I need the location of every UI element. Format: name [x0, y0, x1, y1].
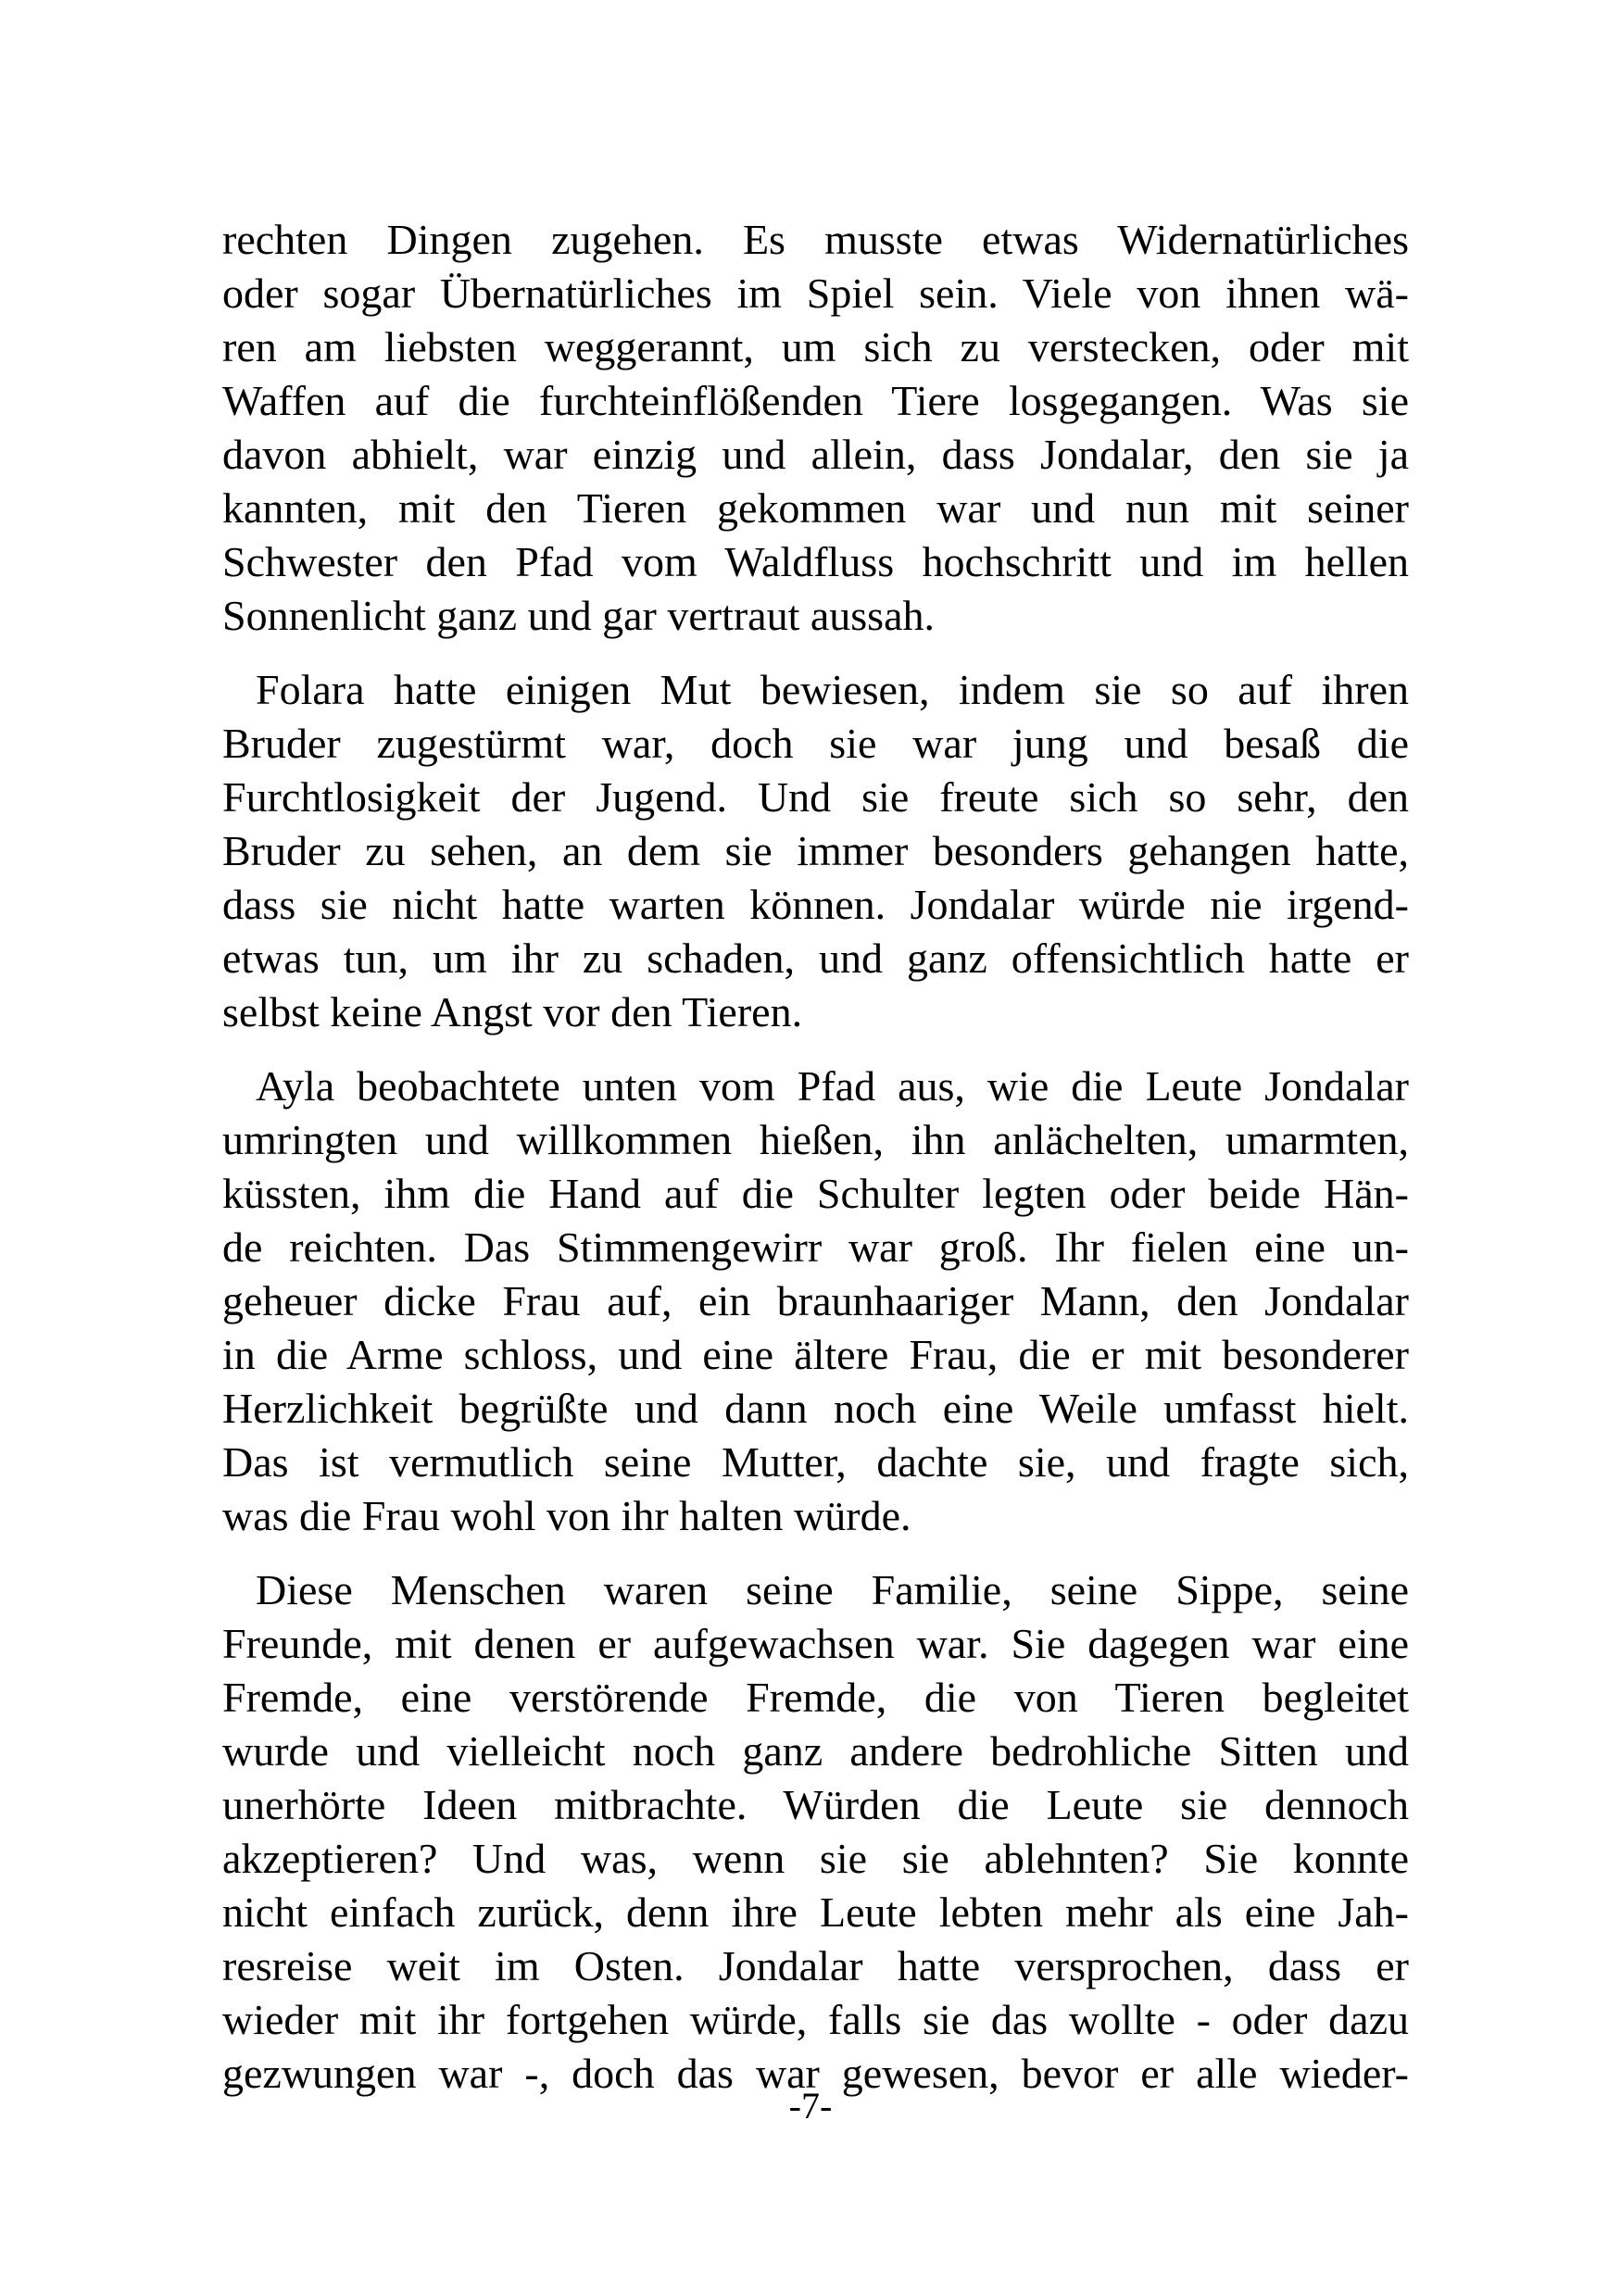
- text-line: wieder mit ihr fortgehen würde, falls sie das wollte - oder dazu: [222, 1996, 1409, 2043]
- text-line: Diese Menschen waren seine Familie, seine Sippe, seine: [256, 1566, 1409, 1613]
- text-line: geheuer dicke Frau auf, ein braunhaariger Mann, den Jondalar: [222, 1277, 1409, 1324]
- text-line: Bruder zu sehen, an dem sie immer besonders gehangen hatte,: [222, 827, 1409, 874]
- text-line: unerhörte Ideen mitbrachte. Würden die Leute sie dennoch: [222, 1781, 1409, 1828]
- text-line: Bruder zugestürmt war, doch sie war jung und besaß die: [222, 720, 1409, 767]
- text-line: was die Frau wohl von ihr halten würde.: [222, 1492, 911, 1539]
- text-line: nicht einfach zurück, denn ihre Leute lebten mehr als eine Jah-: [222, 1888, 1409, 1936]
- paragraph-spacer: [222, 643, 1409, 663]
- text-line: de reichten. Das Stimmengewirr war groß. Ihr fielen eine un-: [222, 1223, 1409, 1271]
- text-line: wurde und vielleicht noch ganz andere bedrohliche Sitten und: [222, 1727, 1409, 1775]
- page-number: -7-: [788, 2085, 833, 2127]
- text-line: rechten Dingen zugehen. Es musste etwas Widernatürliches: [222, 216, 1409, 263]
- text-line: in die Arme schloss, und eine ältere Frau, die er mit besonderer: [222, 1331, 1409, 1378]
- text-line: Sonnenlicht ganz und gar vertraut aussah.: [222, 592, 935, 639]
- text-line: Freunde, mit denen er aufgewachsen war. Sie dagegen war eine: [222, 1620, 1409, 1667]
- paragraph: [222, 1060, 1409, 1543]
- text-line: etwas tun, um ihr zu schaden, und ganz offensichtlich hatte er: [222, 935, 1409, 982]
- text-line: Folara hatte einigen Mut bewiesen, indem sie so auf ihren: [256, 666, 1409, 713]
- text-line: akzeptieren? Und was, wenn sie sie ablehnten? Sie konnte: [222, 1835, 1409, 1882]
- text-line: Furchtlosigkeit der Jugend. Und sie freute sich so sehr, den: [222, 773, 1409, 821]
- paragraph-spacer: [222, 1543, 1409, 1563]
- paragraph-spacer: [222, 1039, 1409, 1060]
- text-line: selbst keine Angst vor den Tieren.: [222, 988, 803, 1035]
- paragraph: [222, 213, 1409, 643]
- text-line: kannten, mit den Tieren gekommen war und nun mit seiner: [222, 484, 1409, 532]
- text-line: davon abhielt, war einzig und allein, dass Jondalar, den sie ja: [222, 431, 1409, 478]
- text-line: Herzlichkeit begrüßte und dann noch eine Weile umfasst hielt.: [222, 1385, 1409, 1432]
- body-text: [222, 213, 1409, 2101]
- text-line: küssten, ihm die Hand auf die Schulter legten oder beide Hän-: [222, 1170, 1409, 1217]
- text-line: Ayla beobachtete unten vom Pfad aus, wie die Leute Jondalar: [256, 1062, 1409, 1110]
- paragraph: [222, 663, 1409, 1039]
- text-line: oder sogar Übernatürliches im Spiel sein. Viele von ihnen wä-: [222, 270, 1409, 317]
- text-line: Schwester den Pfad vom Waldfluss hochschritt und im hellen: [222, 538, 1409, 585]
- text-line: ren am liebsten weggerannt, um sich zu verstecken, oder mit: [222, 323, 1409, 370]
- text-line: Das ist vermutlich seine Mutter, dachte sie, und fragte sich,: [222, 1438, 1409, 1486]
- text-line: Fremde, eine verstörende Fremde, die von Tieren begleitet: [222, 1674, 1409, 1721]
- text-line: resreise weit im Osten. Jondalar hatte versprochen, dass er: [222, 1942, 1409, 1989]
- text-line: Waffen auf die furchteinflößenden Tiere losgegangen. Was sie: [222, 377, 1409, 424]
- text-line: dass sie nicht hatte warten können. Jondalar würde nie irgend-: [222, 881, 1409, 928]
- text-line: gezwungen war -, doch das war gewesen, bevor er alle wieder-: [222, 2050, 1409, 2097]
- text-line: umringten und willkommen hießen, ihn anlächelten, umarmten,: [222, 1116, 1409, 1163]
- paragraph: [222, 1563, 1409, 2101]
